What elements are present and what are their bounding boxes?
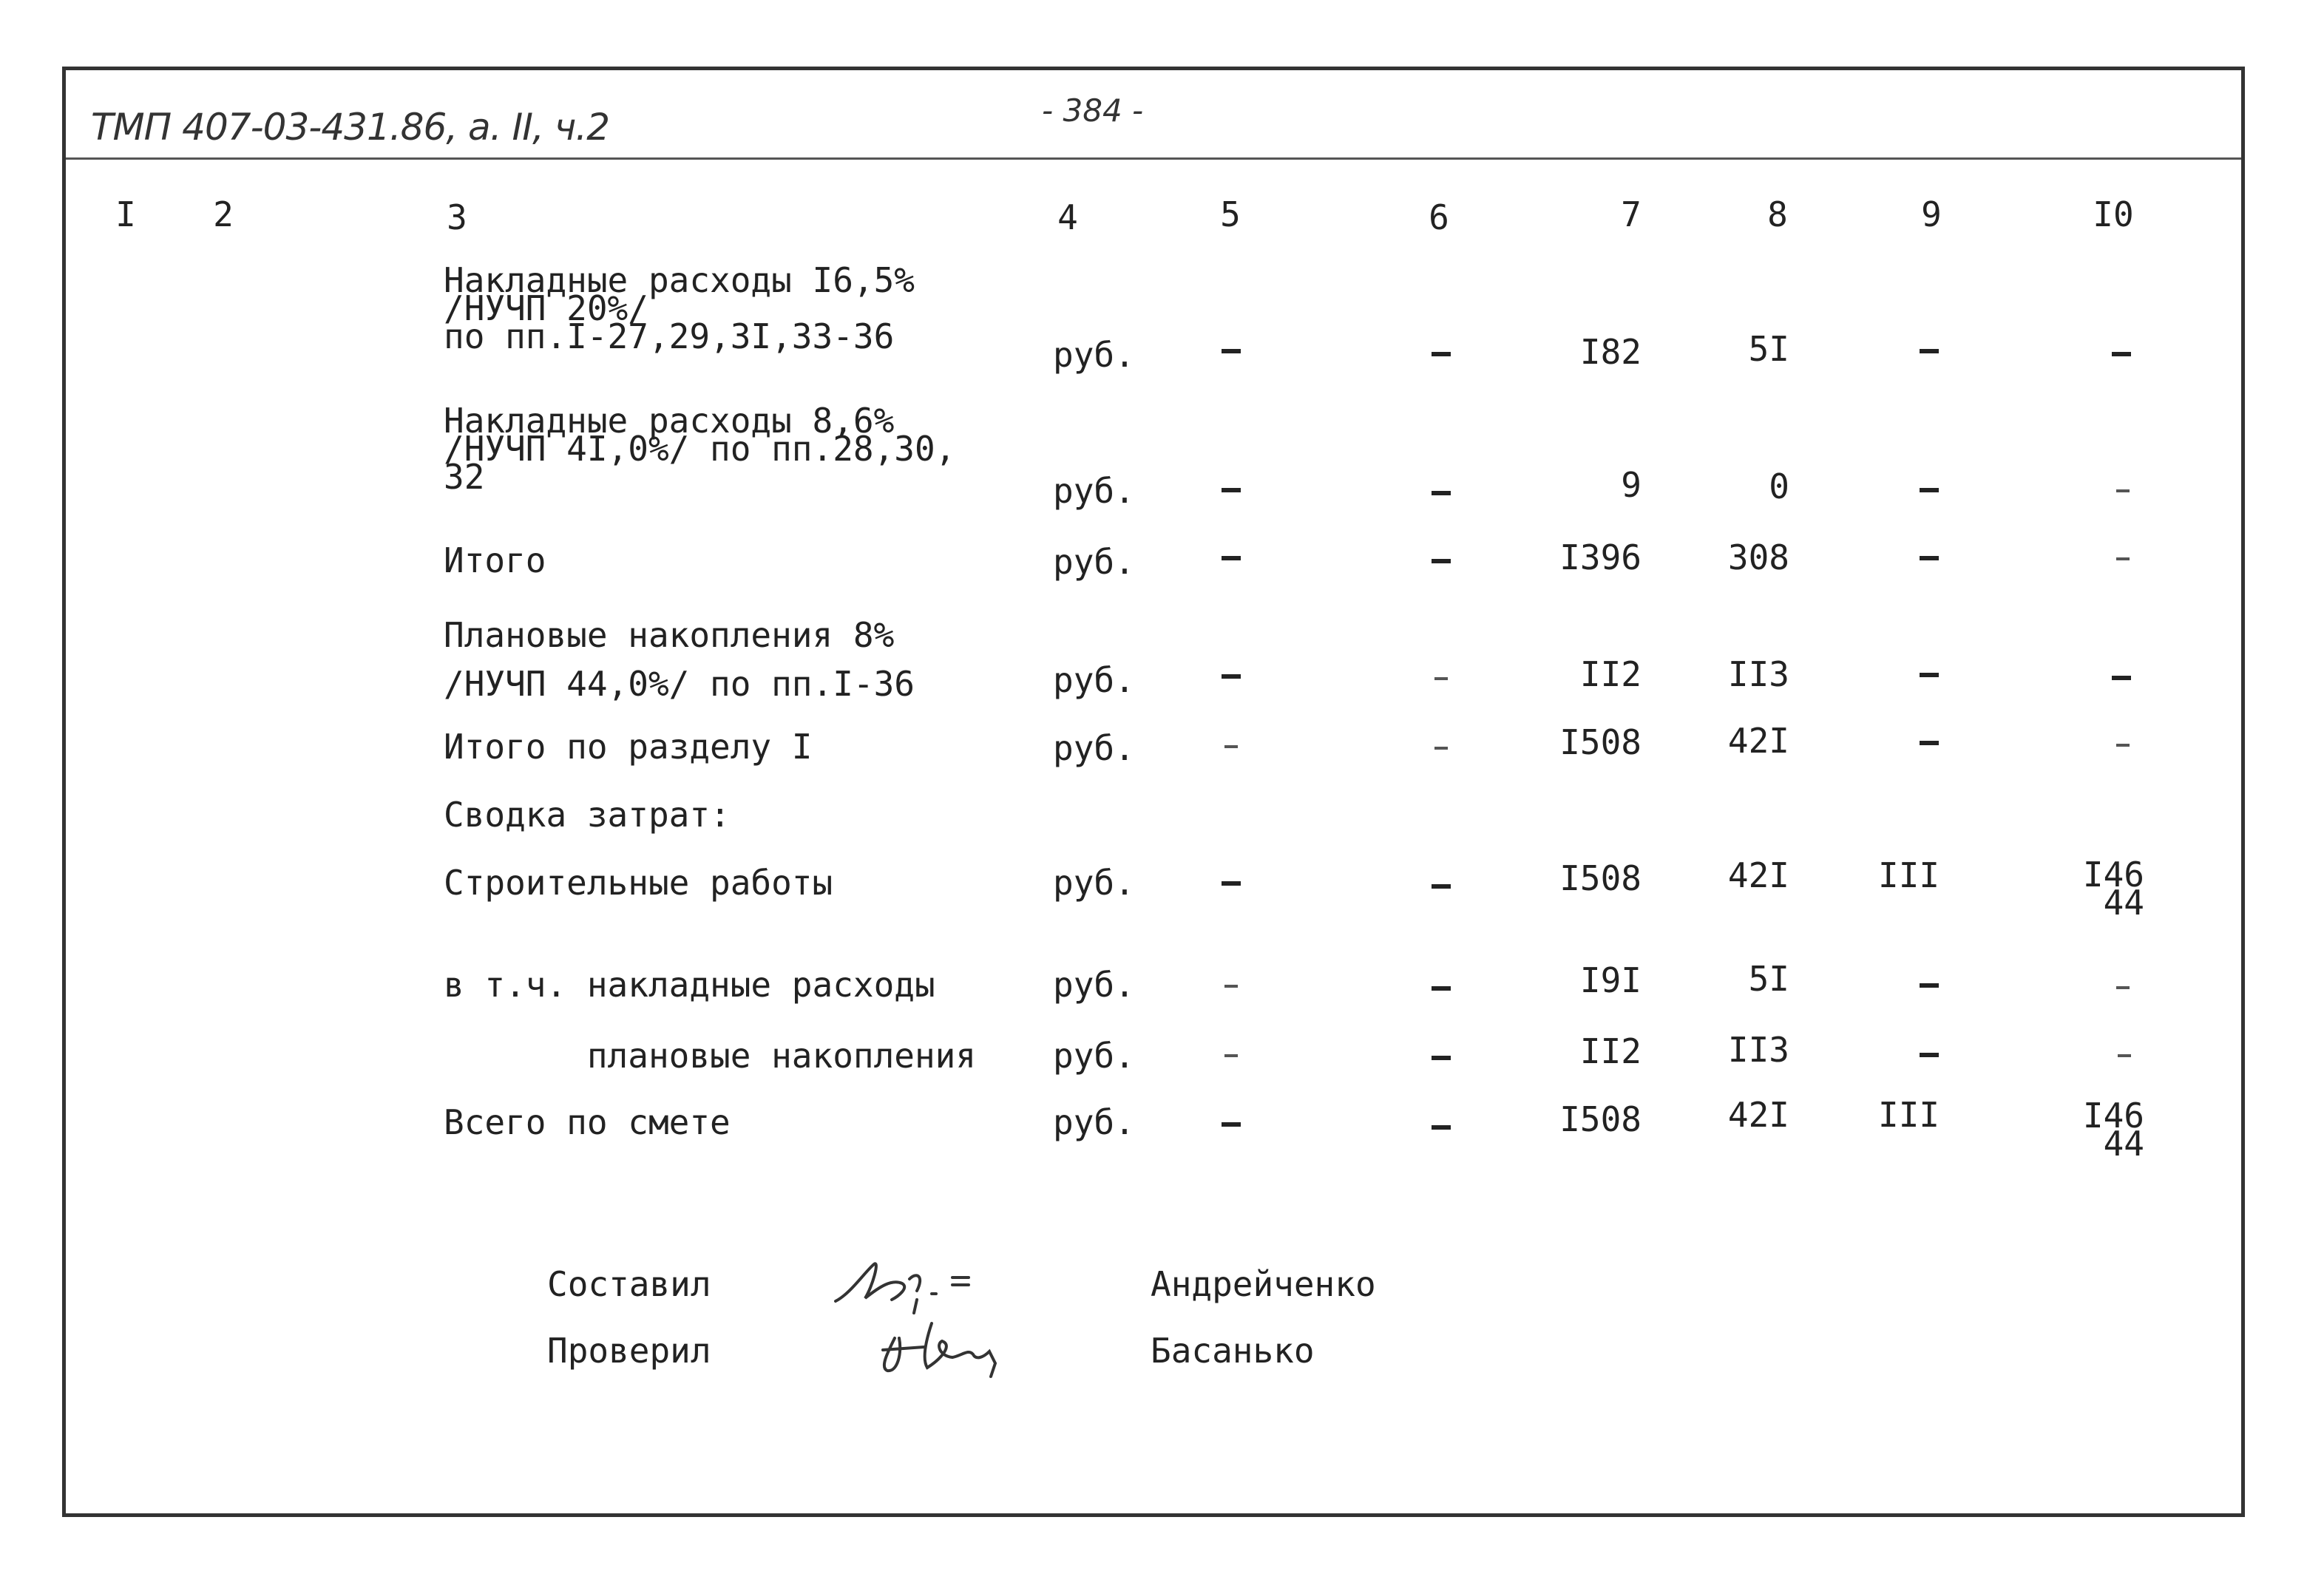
col-header-3: 3 bbox=[447, 197, 467, 237]
section-heading: Сводка затрат: bbox=[444, 795, 731, 835]
empty-cell-dash bbox=[1224, 985, 1238, 988]
row-unit: руб. bbox=[1053, 863, 1135, 903]
row-description: Накладные расходы I6,5% /НУЧП 20%/ по пп.I-27,29,3I,33-36 bbox=[444, 260, 915, 356]
header-divider bbox=[66, 157, 2241, 160]
checked-signature bbox=[865, 1309, 1028, 1390]
col-header-9: 9 bbox=[1921, 194, 1942, 234]
empty-cell-dash bbox=[1222, 349, 1241, 353]
empty-cell-dash bbox=[1222, 556, 1241, 560]
row-value-col9: III bbox=[1878, 1095, 1940, 1135]
col-header-1: I bbox=[115, 194, 136, 234]
empty-cell-dash bbox=[2116, 557, 2130, 560]
row-description: Итого по разделу I bbox=[444, 727, 813, 767]
row-value-col7: I508 bbox=[1559, 858, 1642, 898]
row-value-col7: I82 bbox=[1579, 332, 1642, 372]
empty-cell-dash bbox=[1222, 488, 1241, 492]
row-value-col7: I508 bbox=[1559, 722, 1642, 762]
row-value-col8: 42I bbox=[1727, 855, 1789, 895]
empty-cell-dash bbox=[1432, 1125, 1451, 1130]
checked-by-name: Басанько bbox=[1151, 1331, 1315, 1371]
row-value-col7: II2 bbox=[1579, 1031, 1642, 1071]
row-value-col8: II3 bbox=[1727, 654, 1789, 694]
col-header-10: I0 bbox=[2093, 194, 2134, 234]
empty-cell-dash bbox=[1432, 986, 1451, 991]
row-description: плановые накопления bbox=[444, 1036, 977, 1076]
row-description: Строительные работы bbox=[444, 863, 833, 903]
empty-cell-dash bbox=[2116, 489, 2130, 492]
empty-cell-dash bbox=[2118, 1054, 2131, 1057]
row-value-col7: 9 bbox=[1621, 465, 1642, 505]
row-value-col8: 42I bbox=[1727, 721, 1789, 761]
row-value-col8: II3 bbox=[1727, 1030, 1789, 1070]
col-header-4: 4 bbox=[1057, 197, 1078, 237]
row-value-col8: 308 bbox=[1727, 537, 1789, 577]
empty-cell-dash bbox=[1920, 488, 1939, 492]
col-header-7: 7 bbox=[1621, 194, 1642, 234]
empty-cell-dash bbox=[2112, 676, 2131, 680]
row-description: Плановые накопления 8% /НУЧП 44,0%/ по пп.I-36 bbox=[444, 615, 915, 704]
row-value-col10: I46 44 bbox=[2082, 1096, 2144, 1164]
row-unit: руб. bbox=[1053, 335, 1135, 375]
row-description: в т.ч. накладные расходы bbox=[444, 965, 935, 1005]
col-header-6: 6 bbox=[1429, 197, 1449, 237]
empty-cell-dash bbox=[1222, 1122, 1241, 1127]
row-description: Итого bbox=[444, 540, 546, 580]
col-header-5: 5 bbox=[1220, 194, 1241, 234]
empty-cell-dash bbox=[1920, 983, 1939, 988]
empty-cell-dash bbox=[2116, 986, 2130, 989]
row-unit: руб. bbox=[1053, 965, 1135, 1005]
row-unit: руб. bbox=[1053, 660, 1135, 700]
page-number: - 384 - bbox=[1042, 92, 1144, 129]
empty-cell-dash bbox=[2112, 352, 2131, 356]
row-unit: руб. bbox=[1053, 1102, 1135, 1142]
empty-cell-dash bbox=[1432, 884, 1451, 889]
col-header-8: 8 bbox=[1767, 194, 1788, 234]
checked-by-label: Проверил bbox=[547, 1331, 711, 1371]
row-unit: руб. bbox=[1053, 542, 1135, 582]
empty-cell-dash bbox=[1920, 741, 1939, 745]
empty-cell-dash bbox=[1920, 1053, 1939, 1057]
empty-cell-dash bbox=[1222, 881, 1241, 886]
empty-cell-dash bbox=[1920, 673, 1939, 677]
row-unit: руб. bbox=[1053, 728, 1135, 768]
row-value-col8: 0 bbox=[1769, 466, 1789, 506]
empty-cell-dash bbox=[1432, 352, 1451, 356]
empty-cell-dash bbox=[1920, 556, 1939, 560]
row-value-col9: III bbox=[1878, 855, 1940, 895]
row-unit: руб. bbox=[1053, 471, 1135, 511]
row-value-col8: 42I bbox=[1727, 1095, 1789, 1135]
compiled-by-name: Андрейченко bbox=[1151, 1264, 1376, 1304]
empty-cell-dash bbox=[1920, 349, 1939, 353]
compiled-by-label: Составил bbox=[547, 1264, 711, 1304]
row-value-col7: I508 bbox=[1559, 1099, 1642, 1139]
empty-cell-dash bbox=[1224, 745, 1238, 748]
empty-cell-dash bbox=[2116, 744, 2130, 747]
col-header-2: 2 bbox=[213, 194, 234, 234]
empty-cell-dash bbox=[1434, 747, 1448, 750]
empty-cell-dash bbox=[1432, 1056, 1451, 1060]
row-value-col8: 5I bbox=[1748, 329, 1789, 369]
row-value-col7: I9I bbox=[1579, 960, 1642, 1000]
empty-cell-dash bbox=[1432, 491, 1451, 495]
empty-cell-dash bbox=[1432, 559, 1451, 563]
empty-cell-dash bbox=[1434, 677, 1448, 680]
row-description: Всего по смете bbox=[444, 1102, 731, 1142]
row-description: Накладные расходы 8,6% /НУЧП 4I,0%/ по пп.28,30, 32 bbox=[444, 401, 956, 497]
document-code: ТМП 407-03-431.86, а. II, ч.2 bbox=[91, 106, 610, 149]
row-value-col10: I46 44 bbox=[2082, 855, 2144, 923]
empty-cell-dash bbox=[1224, 1054, 1238, 1057]
row-value-col7: II2 bbox=[1579, 654, 1642, 694]
empty-cell-dash bbox=[1222, 674, 1241, 679]
row-unit: руб. bbox=[1053, 1036, 1135, 1076]
row-value-col8: 5I bbox=[1748, 959, 1789, 999]
row-value-col7: I396 bbox=[1559, 537, 1642, 577]
